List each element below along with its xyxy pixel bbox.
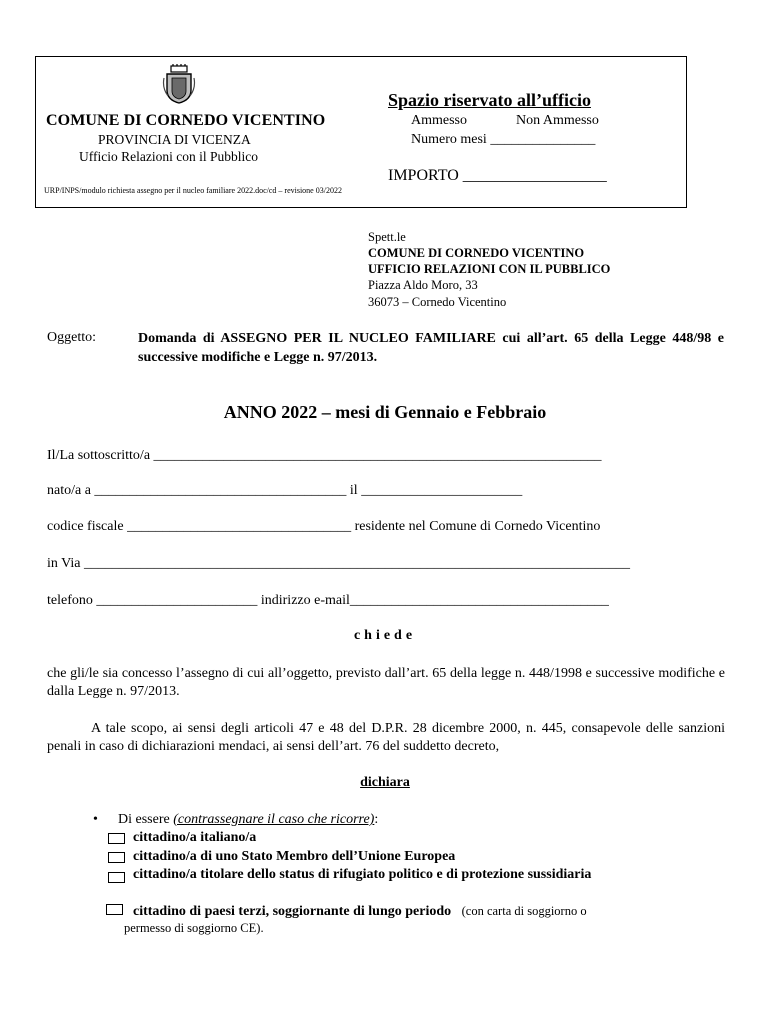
telefono-email-field[interactable]: telefono _______________________ indirizzo e-mail_____________________________________ bbox=[47, 593, 609, 608]
header-provincia: PROVINCIA DI VICENZA bbox=[98, 132, 251, 147]
option-paesi-terzi-continuation: permesso di soggiorno CE). bbox=[124, 921, 264, 935]
comune-crest-icon bbox=[162, 64, 196, 104]
option-rifugiato-label: cittadino/a titolare dello status di rifugiato politico e di protezione sussidiaria bbox=[133, 867, 592, 882]
checkbox-italiano[interactable] bbox=[108, 833, 125, 844]
year-title: ANNO 2022 – mesi di Gennaio e Febbraio bbox=[223, 402, 547, 422]
ammesso-label: Ammesso bbox=[411, 113, 467, 128]
di-essere-line bbox=[118, 812, 378, 828]
recipient-street: Piazza Aldo Moro, 33 bbox=[368, 278, 478, 292]
request-paragraph: che gli/le sia concesso l’assegno di cui all’oggetto, previsto dall’art. 65 della legge n. 448/1998 e successive modifiche e dalla Legge n. 97/2013. bbox=[47, 666, 725, 699]
oggetto-text: Domanda di ASSEGNO PER IL NUCLEO FAMILIARE cui all’art. 65 della Legge 448/98 e successive modifiche e Legge n. 97/2013. bbox=[138, 331, 724, 365]
di-essere-prefix: Di essere bbox=[118, 812, 174, 827]
oggetto-label: Oggetto: bbox=[47, 330, 96, 345]
recipient-greeting: Spett.le bbox=[368, 230, 406, 244]
recipient-office: UFFICIO RELAZIONI CON IL PUBBLICO bbox=[368, 262, 611, 276]
recipient-comune: COMUNE DI CORNEDO VICENTINO bbox=[368, 246, 585, 260]
option-italiano-label: cittadino/a italiano/a bbox=[133, 830, 257, 845]
checkbox-rifugiato[interactable] bbox=[108, 872, 125, 883]
option-paesi-terzi-line bbox=[133, 904, 587, 920]
bullet-marker: • bbox=[93, 812, 98, 827]
codice-fiscale-field[interactable]: codice fiscale ________________________________ residente nel Comune di Cornedo Vicentino bbox=[47, 519, 601, 534]
di-essere-hint: (contrassegnare il caso che ricorre) bbox=[173, 812, 375, 827]
checkbox-paesi-terzi[interactable] bbox=[106, 904, 123, 915]
option-paesi-terzi-note: (con carta di soggiorno o bbox=[461, 904, 587, 918]
header-office: Ufficio Relazioni con il Pubblico bbox=[79, 149, 258, 164]
header-comune-name: COMUNE DI CORNEDO VICENTINO bbox=[46, 112, 326, 129]
chiede-heading: chiede bbox=[353, 628, 417, 643]
non-ammesso-label: Non Ammesso bbox=[516, 113, 599, 128]
declaration-paragraph: A tale scopo, ai sensi degli articoli 47 e 48 del D.P.R. 28 dicembre 2000, n. 445, consapevole delle sanzioni penali in caso di dichiarazioni mendaci, ai sensi dell’art. 76 del suddetto decreto, bbox=[47, 721, 725, 754]
birthplace-date-field[interactable]: nato/a a ____________________________________ il _______________________ bbox=[47, 483, 523, 498]
checkbox-stato-membro-ue[interactable] bbox=[108, 852, 125, 863]
dichiara-heading: dichiara bbox=[360, 775, 410, 790]
option-stato-membro-ue-label: cittadino/a di uno Stato Membro dell’Unione Europea bbox=[133, 849, 456, 864]
importo-field: IMPORTO __________________ bbox=[388, 167, 607, 184]
di-essere-suffix: : bbox=[374, 812, 379, 827]
numero-mesi-field: Numero mesi _______________ bbox=[411, 132, 596, 147]
document-reference-code: URP/INPS/modulo richiesta assegno per il nucleo familiare 2022.doc/cd – revisione 03/2022 bbox=[44, 186, 342, 195]
option-paesi-terzi-label: cittadino di paesi terzi, soggiornante di lungo periodo bbox=[133, 904, 452, 919]
recipient-city: 36073 – Cornedo Vicentino bbox=[368, 295, 507, 309]
via-field[interactable]: in Via ______________________________________________________________________________ bbox=[47, 556, 631, 571]
office-use-title: Spazio riservato all’ufficio bbox=[388, 90, 591, 110]
sottoscritto-field[interactable]: Il/La sottoscritto/a ________________________________________________________________ bbox=[47, 448, 602, 463]
